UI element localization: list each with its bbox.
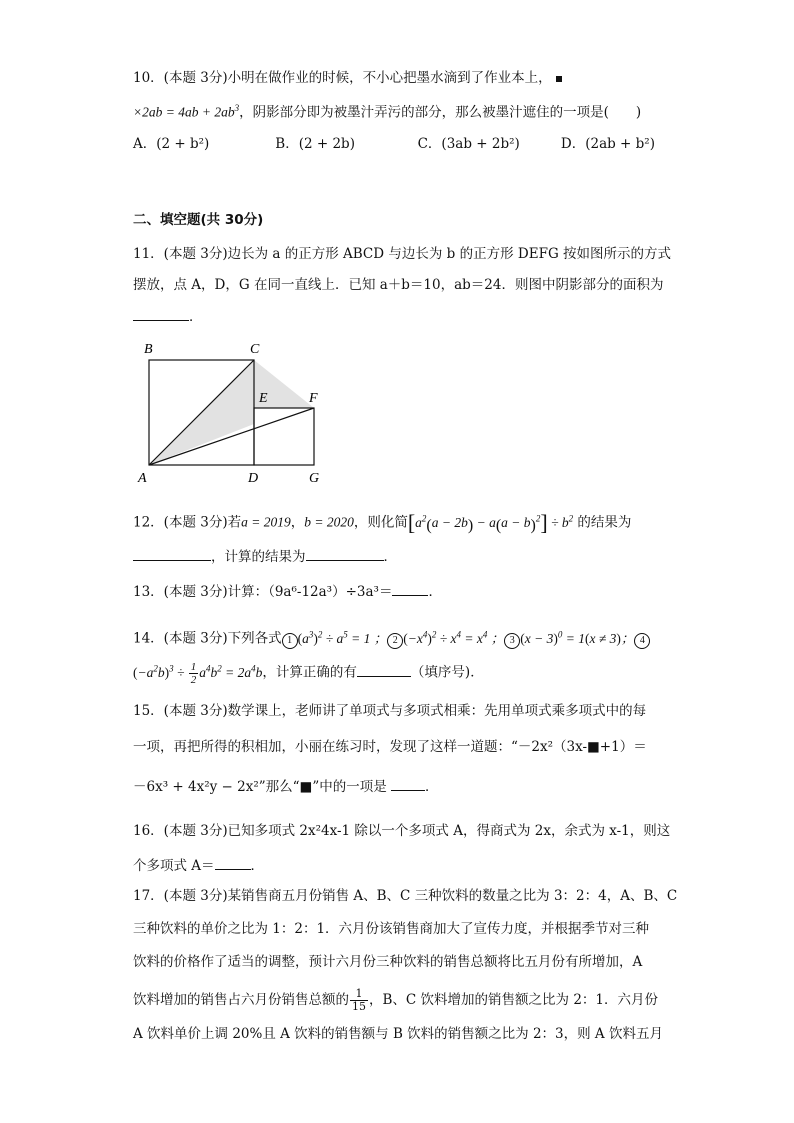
q17-fraction: $\frac{1}{15}$	[352, 987, 366, 1013]
q14-line2: $(-a^2b)^3$ ÷ $\frac{1}{2}$ $a^4b^2 = 2a^4b$，计算正确的有 （填序号)．	[133, 660, 484, 686]
q12-line2: ，计算的结果为 ．	[133, 546, 397, 567]
q15-line3: －6x³ + 4x²y − 2x²”那么“■”中的一项是 ．	[133, 776, 439, 797]
q12-expression: $[a^2(a - 2b) - a(a - b)^2] \div b^2$	[407, 509, 574, 535]
q17-line3: 饮料的价格作了适当的调整，预计六月份三种饮料的销售总额将比五月份有所增加，A	[133, 954, 643, 970]
option-a: A．(2 + b²)	[133, 136, 210, 152]
label-f: F	[309, 391, 318, 406]
label-a: A	[138, 471, 147, 486]
q15-blank	[391, 776, 425, 791]
q16-line1: 16．(本题 3分)已知多项式 2x²4x-1 除以一个多项式 A，得商式为 2x，余式为 x-1，则这	[133, 823, 671, 839]
square-defg	[254, 408, 314, 465]
q16-line2: 个多项式 A＝ ．	[133, 855, 264, 876]
q12-blank-2	[306, 546, 384, 561]
q17-line2: 三种饮料的单价之比为 1：2：1．六月份该销售商加大了宣传力度，并根据季节对三种	[133, 921, 650, 937]
q11-figure	[130, 336, 340, 486]
q11-line2: 摆放，点 A，D，G 在同一直线上．已知 a＋b＝10，ab＝24．则图中阴影部分的面积为	[133, 277, 664, 293]
label-d: D	[248, 471, 259, 486]
q12-line1: 12．(本题 3分)若a = 2019，b = 2020，则化简$[a^2(a - 2b) - a(a - b)^2] \div b^2$ 的结果为	[133, 509, 632, 535]
q14-blank	[357, 662, 411, 677]
q14-expression-4: $(-a^2b)^3$ ÷ $\frac{1}{2}$ $a^4b^2 = 2a^4b$	[133, 660, 263, 686]
q17-line4: 饮料增加的销售占六月份销售总额的 $\frac{1}{15}$ ，B、C 饮料增加的销售额之比为 2：1．六月份	[133, 987, 659, 1013]
q15-line1: 15．(本题 3分)数学课上，老师讲了单项式与多项式相乘：先用单项式乘多项式中的每	[133, 703, 647, 719]
q17-line1: 17．(本题 3分)某销售商五月份销售 A、B、C 三种饮料的数量之比为 3：2：4，A、B、C	[133, 888, 678, 904]
label-c: C	[250, 342, 260, 357]
section-heading: 二、填空题(共 30分)	[133, 212, 264, 228]
q10-line1: 10．(本题 3分)小明在做作业的时候，不小心把墨水滴到了作业本上，	[133, 68, 562, 88]
q14-expressions: 1 $(a^3)^2 \div a^5 = 1$ ； 2 $(-x^4)^2 \div x^4 = x^4$ ； 3 $(x - 3)^0 = 1(x \ne 3)$； 4	[282, 631, 651, 646]
q11-line1: 11．(本题 3分)边长为 a 的正方形 ABCD 与边长为 b 的正方形 DEFG 按如图所示的方式	[133, 246, 672, 262]
option-d: D．(2ab + b²)	[560, 136, 655, 152]
q12-blank-1	[133, 546, 211, 561]
ink-blot-icon	[556, 76, 562, 82]
q13-blank	[392, 581, 428, 596]
q15-line2: 一项，再把所得的积相加，小丽在练习时，发现了这样一道题：“－2x²（3x-■+1）＝	[133, 739, 647, 755]
q11-answer-blank	[133, 306, 189, 321]
q14-line1: 14．(本题 3分)下列各式 1 $(a^3)^2 \div a^5 = 1$ ； 2 $(-x^4)^2 \div x^4 = x^4$ ； 3 $(x - 3)^0 = 1(x \ne 3)$； 4	[133, 624, 650, 649]
q17-line5: A 饮料单价上调 20%且 A 饮料的销售额与 B 饮料的销售额之比为 2：3，则 A 饮料五月	[133, 1026, 663, 1042]
option-b: B．(2 + 2b)	[275, 136, 355, 152]
q11-line3: ．	[133, 306, 203, 327]
q16-blank	[215, 855, 251, 870]
option-c: C．(3ab + 2b²)	[417, 136, 520, 152]
label-b: B	[144, 342, 153, 357]
label-e: E	[259, 391, 268, 406]
q13-line: 13．(本题 3分)计算：（9a⁶-12a³）÷3a³＝ ．	[133, 581, 442, 602]
q10-line2: $\times 2ab = 4ab + 2ab^3$，阴影部分即为被墨汁弄污的部分，那么被墨汁遮住的一项是( )	[133, 103, 642, 121]
label-g: G	[309, 471, 320, 486]
q10-options	[133, 134, 655, 154]
